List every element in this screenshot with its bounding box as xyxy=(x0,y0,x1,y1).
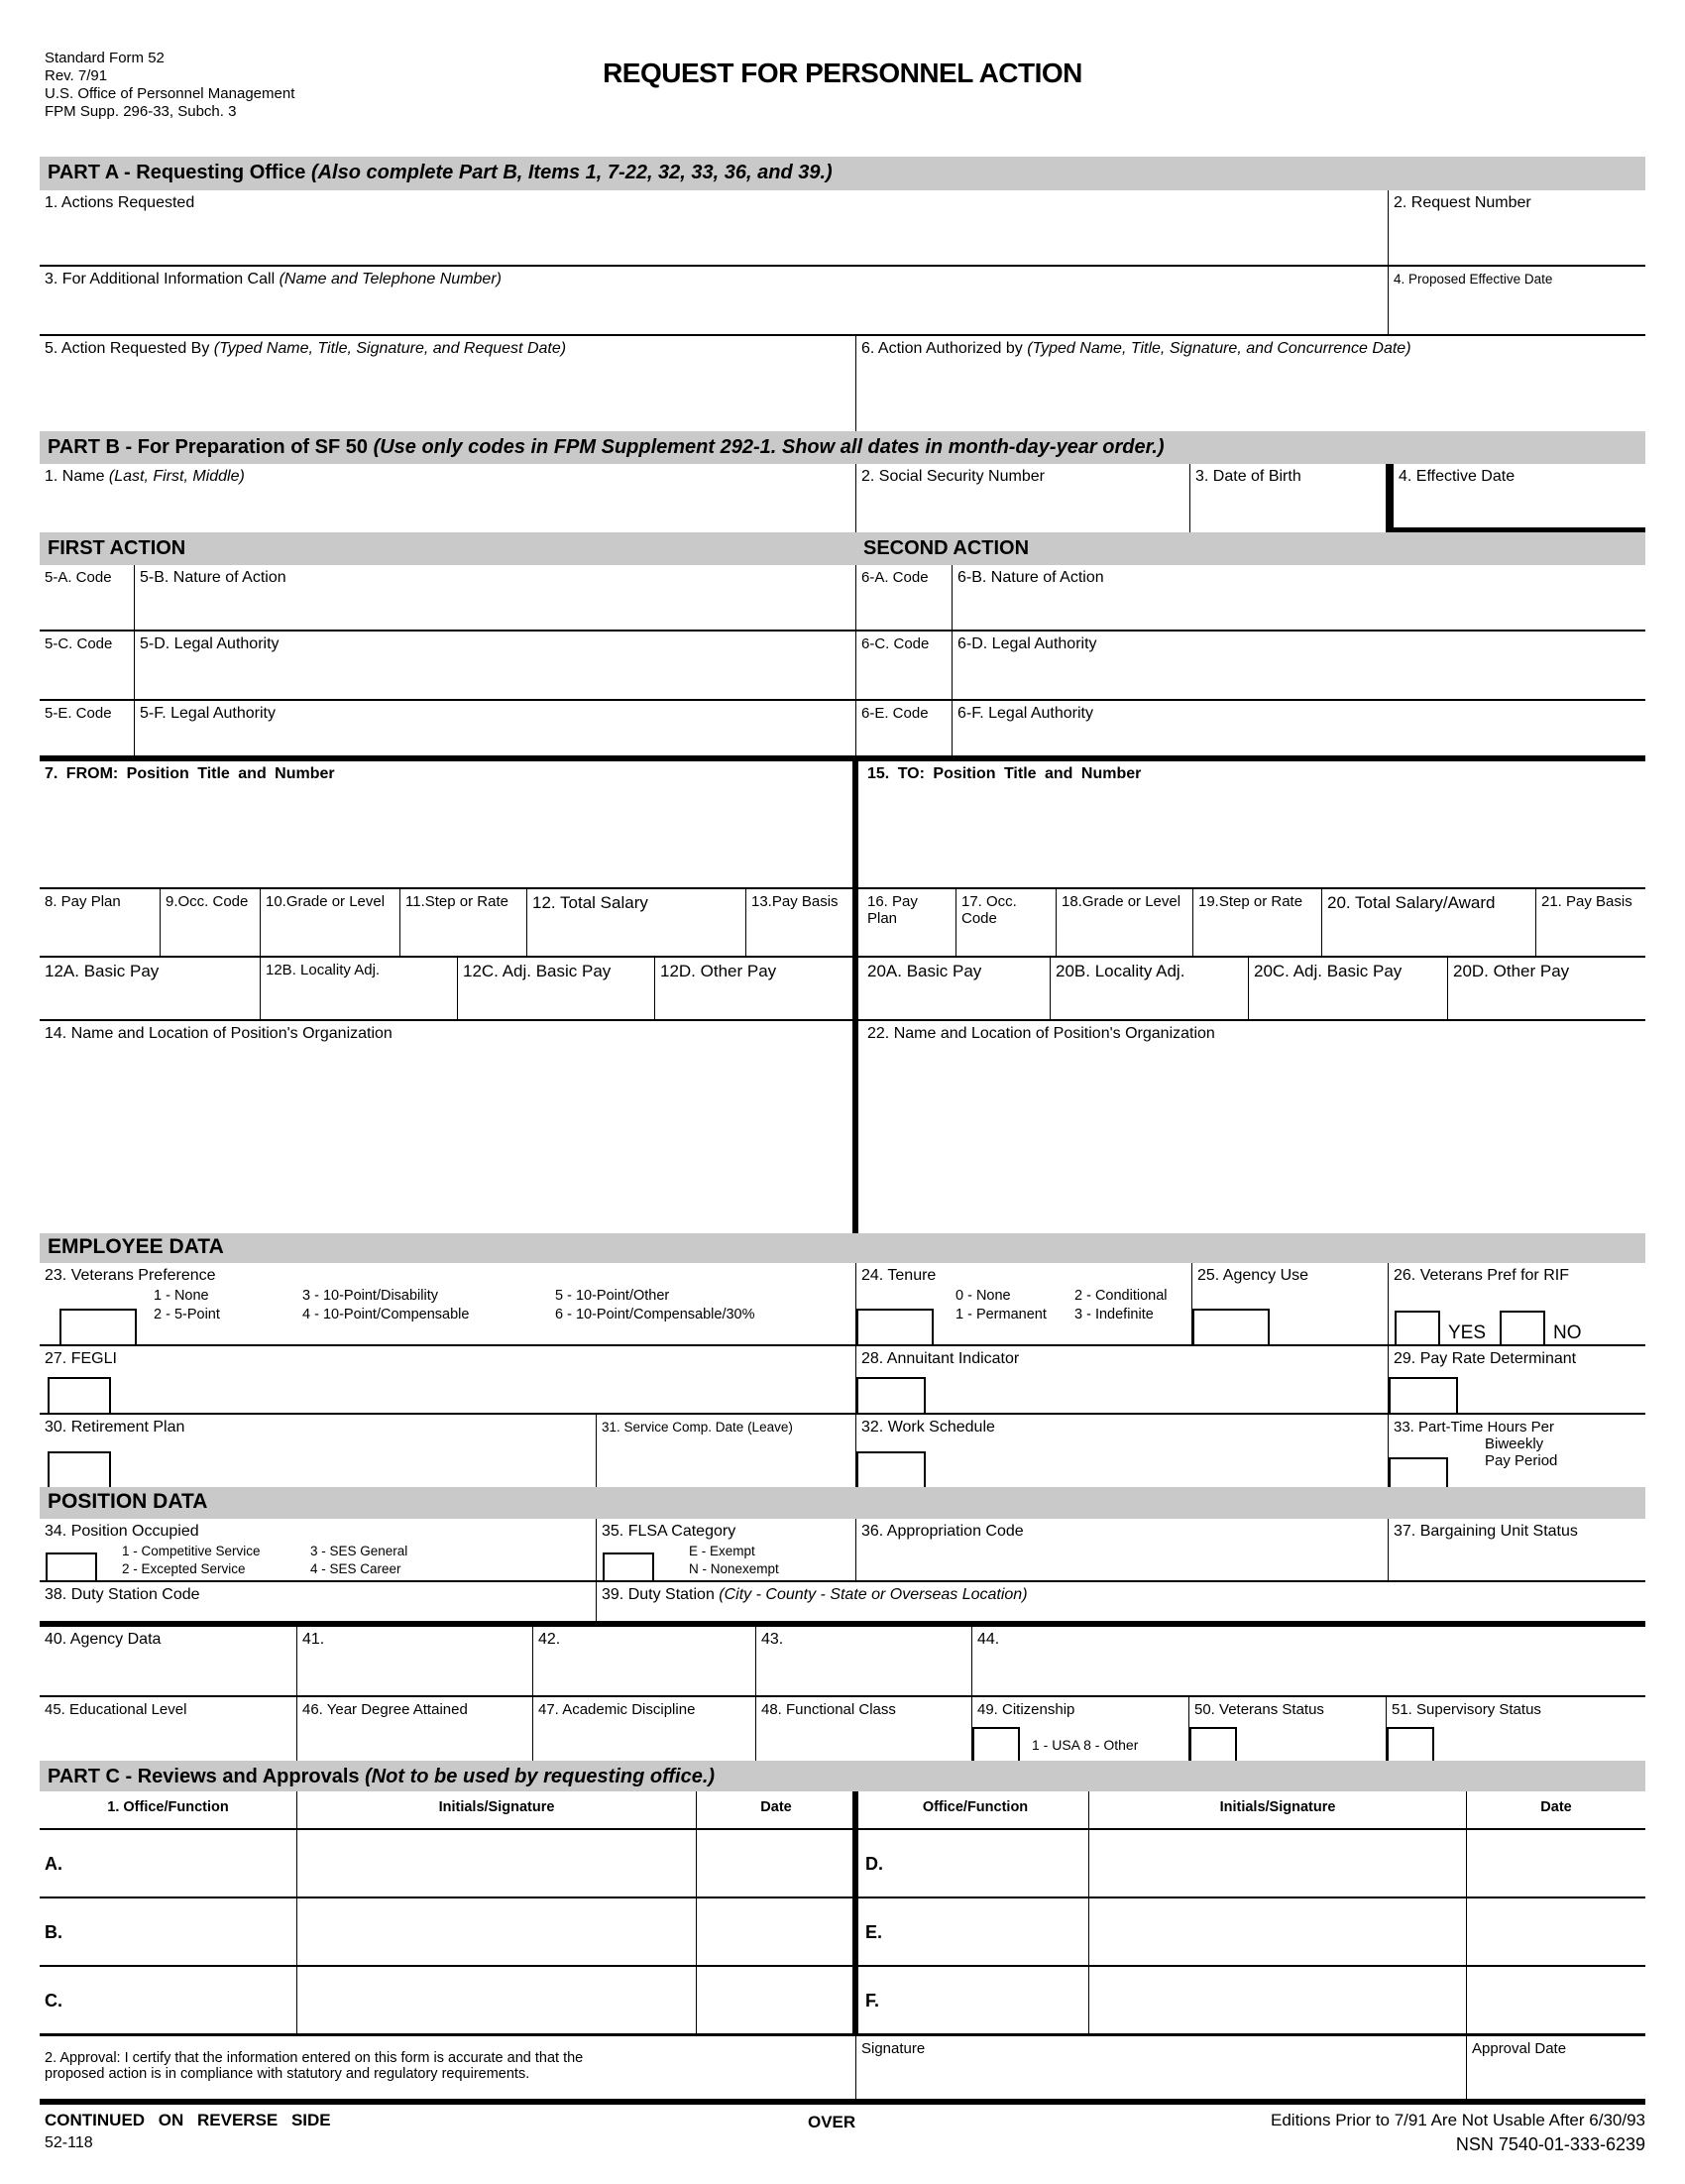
field-6e-code-label: 6-E. Code xyxy=(861,705,929,722)
part-c-heading-note: (Not to be used by requesting office.) xyxy=(365,1766,716,1787)
field-26-veterans-pref-rif[interactable] xyxy=(1388,1263,1645,1344)
review-b-date[interactable] xyxy=(696,1898,855,1965)
review-e-office[interactable] xyxy=(855,1898,1088,1965)
field-49-checkbox[interactable] xyxy=(972,1727,1020,1761)
field-29-checkbox[interactable] xyxy=(1389,1377,1458,1413)
field-23-checkbox[interactable] xyxy=(59,1309,137,1344)
field-41-label: 41. xyxy=(302,1631,325,1648)
field-6d-label: 6-D. Legal Authority xyxy=(957,635,1097,652)
footer-editions: Editions Prior to 7/91 Are Not Usable After 6/30/93 xyxy=(1271,2111,1645,2129)
field-5f-label: 5-F. Legal Authority xyxy=(140,705,276,722)
approval-certification xyxy=(40,2036,855,2099)
footer-continued: CONTINUED ON REVERSE SIDE xyxy=(45,2111,331,2129)
form-title: REQUEST FOR PERSONNEL ACTION xyxy=(603,57,1082,88)
review-e-initials[interactable] xyxy=(1088,1898,1466,1965)
field-27-checkbox[interactable] xyxy=(48,1377,111,1413)
field-action-requested-by-label: 5. Action Requested By xyxy=(45,340,214,357)
field-33-checkbox[interactable] xyxy=(1389,1457,1448,1487)
center-divider xyxy=(852,761,858,1233)
field-5a-code-label: 5-A. Code xyxy=(45,569,112,586)
field-34-label: 34. Position Occupied xyxy=(45,1523,199,1540)
option-34-3: 3 - SES General xyxy=(310,1544,408,1558)
field-34-checkbox[interactable] xyxy=(46,1552,97,1580)
review-c-initials[interactable] xyxy=(296,1967,696,2033)
review-d-date[interactable] xyxy=(1466,1830,1645,1897)
form-id-line: Standard Form 52 xyxy=(45,50,165,66)
row-pos-2 xyxy=(40,1580,1645,1621)
row-from-to xyxy=(40,761,1645,887)
action-headings-bar xyxy=(40,532,1645,565)
option-35-n: N - Nonexempt xyxy=(689,1561,779,1576)
field-20-total-salary-award[interactable] xyxy=(1321,889,1535,956)
field-18-label: 18.Grade or Level xyxy=(1062,893,1181,910)
review-b-office[interactable] xyxy=(40,1898,296,1965)
part-a-heading-text: PART A - Requesting Office xyxy=(48,162,311,183)
field-20b-locality-adj[interactable] xyxy=(1050,958,1248,1019)
action-row-3 xyxy=(40,699,1645,755)
field-35-flsa-category[interactable] xyxy=(596,1519,855,1580)
row-agency-data xyxy=(40,1627,1645,1695)
field-26-no-label: NO xyxy=(1553,1322,1582,1343)
col-date-right: Date xyxy=(1466,1791,1645,1828)
part-b-heading-text: PART B - For Preparation of SF 50 xyxy=(48,436,374,458)
field-request-number[interactable] xyxy=(1388,190,1645,265)
field-44[interactable] xyxy=(971,1627,1645,1695)
field-17-label: 17. Occ. Code xyxy=(961,893,1017,927)
approval-text-line1: 2. Approval: I certify that the information entered on this form is accurate and that the xyxy=(45,2050,584,2066)
field-action-authorized-by-label: 6. Action Authorized by xyxy=(861,340,1028,357)
field-10-label: 10.Grade or Level xyxy=(266,893,386,910)
review-f-initials[interactable] xyxy=(1088,1967,1466,2033)
field-25-label: 25. Agency Use xyxy=(1197,1267,1309,1284)
row-emp-3 xyxy=(40,1413,1645,1487)
field-16-label: 16. Pay Plan xyxy=(867,893,918,927)
field-45-label: 45. Educational Level xyxy=(45,1701,187,1718)
field-30-checkbox[interactable] xyxy=(48,1451,111,1487)
review-row-a-d xyxy=(40,1828,1645,1897)
field-20c-adj-basic-pay[interactable] xyxy=(1248,958,1447,1019)
field-43[interactable] xyxy=(755,1627,971,1695)
option-24-2: 2 - Conditional xyxy=(1074,1288,1168,1304)
position-data-heading: POSITION DATA xyxy=(40,1487,1645,1519)
option-23-2: 2 - 5-Point xyxy=(154,1307,220,1322)
option-24-3: 3 - Indefinite xyxy=(1074,1307,1154,1322)
col-initials-signature-left: Initials/Signature xyxy=(296,1791,696,1828)
option-23-6: 6 - 10-Point/Compensable/30% xyxy=(555,1307,755,1322)
row-emp-1 xyxy=(40,1263,1645,1344)
field-5e-code[interactable] xyxy=(40,701,134,755)
field-43-label: 43. xyxy=(761,1631,784,1648)
field-51-label: 51. Supervisory Status xyxy=(1392,1701,1541,1718)
field-51-checkbox[interactable] xyxy=(1387,1727,1434,1761)
field-6f-legal-authority[interactable] xyxy=(952,701,1645,755)
part-c-heading xyxy=(40,1761,1645,1791)
field-25-agency-use[interactable] xyxy=(1191,1263,1388,1344)
part-c-table xyxy=(40,1791,1645,2033)
field-22-label: 22. Name and Location of Position's Organization xyxy=(867,1025,1215,1042)
field-41[interactable] xyxy=(296,1627,532,1695)
review-e-date[interactable] xyxy=(1466,1898,1645,1965)
row-education xyxy=(40,1695,1645,1761)
field-5b-nature-of-action[interactable] xyxy=(134,565,855,630)
field-5c-code-label: 5-C. Code xyxy=(45,635,113,652)
footer xyxy=(40,2105,1645,2184)
field-5f-legal-authority[interactable] xyxy=(134,701,855,755)
field-46-label: 46. Year Degree Attained xyxy=(302,1701,468,1718)
option-23-1: 1 - None xyxy=(154,1288,209,1304)
approval-row xyxy=(40,2033,1645,2099)
field-39-duty-station[interactable] xyxy=(596,1582,1645,1621)
field-50-checkbox[interactable] xyxy=(1189,1727,1237,1761)
field-12a-label: 12A. Basic Pay xyxy=(45,962,160,980)
footer-form-number: 52-118 xyxy=(45,2134,93,2151)
field-date-of-birth[interactable] xyxy=(1189,464,1386,532)
field-21-label: 21. Pay Basis xyxy=(1541,893,1632,910)
field-12-total-salary[interactable] xyxy=(526,889,745,956)
row-action-requested-by xyxy=(40,334,1645,431)
field-6c-code[interactable] xyxy=(855,632,952,699)
field-6b-nature-of-action[interactable] xyxy=(952,565,1645,630)
field-13-label: 13.Pay Basis xyxy=(751,893,839,910)
review-row-b-e xyxy=(40,1897,1645,1965)
part-c-center-divider xyxy=(852,1791,858,2033)
field-25-checkbox[interactable] xyxy=(1192,1309,1270,1344)
field-proposed-effective-date-label: 4. Proposed Effective Date xyxy=(1394,272,1553,287)
review-f-office[interactable] xyxy=(855,1967,1088,2033)
row-organization xyxy=(40,1019,1645,1233)
field-9-label: 9.Occ. Code xyxy=(166,893,249,910)
field-51-supervisory-status[interactable] xyxy=(1386,1697,1645,1761)
field-26-yes-label: YES xyxy=(1448,1322,1487,1343)
field-30-retirement-plan[interactable] xyxy=(40,1415,596,1487)
field-35-checkbox[interactable] xyxy=(603,1552,654,1580)
review-d-office[interactable] xyxy=(855,1830,1088,1897)
field-24-label: 24. Tenure xyxy=(861,1267,937,1284)
field-48-label: 48. Functional Class xyxy=(761,1701,896,1718)
col-date-left: Date xyxy=(696,1791,855,1828)
approval-text-line2: proposed action is in compliance with statutory and regulatory requirements. xyxy=(45,2066,530,2082)
field-6f-label: 6-F. Legal Authority xyxy=(957,705,1093,722)
second-action-heading: SECOND ACTION xyxy=(863,537,1030,559)
field-32-label: 32. Work Schedule xyxy=(861,1419,995,1436)
field-47-academic-discipline[interactable] xyxy=(532,1697,755,1761)
review-c-date[interactable] xyxy=(696,1967,855,2033)
employee-data-heading: EMPLOYEE DATA xyxy=(40,1233,1645,1263)
field-5a-code[interactable] xyxy=(40,565,134,630)
field-26-label: 26. Veterans Pref for RIF xyxy=(1394,1267,1569,1284)
approval-signature-field[interactable] xyxy=(855,2036,1466,2099)
option-23-4: 4 - 10-Point/Compensable xyxy=(302,1307,470,1322)
field-37-bargaining-unit-status[interactable] xyxy=(1388,1519,1645,1580)
field-21-pay-basis[interactable] xyxy=(1535,889,1645,956)
field-32-work-schedule[interactable] xyxy=(855,1415,1388,1487)
field-50-label: 50. Veterans Status xyxy=(1194,1701,1324,1718)
review-c-label: C. xyxy=(45,1991,62,2011)
field-36-label: 36. Appropriation Code xyxy=(861,1523,1024,1540)
field-46-year-degree[interactable] xyxy=(296,1697,532,1761)
part-c-header-row xyxy=(40,1791,1645,1828)
field-effective-date-label: 4. Effective Date xyxy=(1399,468,1516,485)
field-9-occ-code[interactable] xyxy=(160,889,260,956)
field-30-label: 30. Retirement Plan xyxy=(45,1419,185,1436)
field-additional-info-note: (Name and Telephone Number) xyxy=(279,271,502,287)
field-49-label: 49. Citizenship xyxy=(977,1701,1075,1718)
field-31-label: 31. Service Comp. Date (Leave) xyxy=(602,1420,793,1435)
field-name-label: 1. Name xyxy=(45,468,109,485)
field-12c-adj-basic-pay[interactable] xyxy=(457,958,654,1019)
field-from-position[interactable] xyxy=(40,761,855,887)
form-id-line: Rev. 7/91 xyxy=(45,67,108,84)
col-office-function-right: Office/Function xyxy=(922,1799,1029,1815)
part-a-heading-note: (Also complete Part B, Items 1, 7-22, 32, 33, 36, and 39.) xyxy=(310,162,833,183)
field-28-label: 28. Annuitant Indicator xyxy=(861,1350,1020,1367)
review-e-label: E. xyxy=(865,1922,883,1942)
approval-signature-label: Signature xyxy=(861,2040,926,2057)
row-additional-info xyxy=(40,265,1645,334)
part-c-heading-text: PART C - Reviews and Approvals xyxy=(48,1766,366,1787)
field-27-label: 27. FEGLI xyxy=(45,1350,117,1367)
field-20d-label: 20D. Other Pay xyxy=(1453,962,1570,980)
field-45-educational-level[interactable] xyxy=(40,1697,296,1761)
field-32-checkbox[interactable] xyxy=(856,1451,926,1487)
field-actions-requested-label: 1. Actions Requested xyxy=(45,194,195,211)
row-name-ssn-dob xyxy=(40,464,1645,532)
row-emp-2 xyxy=(40,1344,1645,1413)
field-16-pay-plan[interactable] xyxy=(855,889,955,956)
field-6d-legal-authority[interactable] xyxy=(952,632,1645,699)
review-a-date[interactable] xyxy=(696,1830,855,1897)
field-49-citizenship[interactable] xyxy=(971,1697,1188,1761)
option-34-1: 1 - Competitive Service xyxy=(122,1544,261,1558)
review-a-label: A. xyxy=(45,1854,62,1874)
review-b-initials[interactable] xyxy=(296,1898,696,1965)
field-42[interactable] xyxy=(532,1627,755,1695)
option-35-e: E - Exempt xyxy=(689,1544,755,1558)
row-actions-requested xyxy=(40,190,1645,265)
field-date-of-birth-label: 3. Date of Birth xyxy=(1195,468,1301,485)
field-23-veterans-preference[interactable] xyxy=(40,1263,855,1344)
field-ssn-label: 2. Social Security Number xyxy=(861,468,1045,485)
field-20a-label: 20A. Basic Pay xyxy=(867,962,982,980)
review-f-label: F. xyxy=(865,1991,880,2011)
review-b-label: B. xyxy=(45,1922,62,1942)
part-b-heading xyxy=(40,431,1645,464)
row-pay-breakdown xyxy=(40,956,1645,1019)
field-from-label: 7. FROM: Position Title and Number xyxy=(45,765,335,782)
field-20b-label: 20B. Locality Adj. xyxy=(1056,962,1185,980)
action-row-2 xyxy=(40,630,1645,699)
field-name-note: (Last, First, Middle) xyxy=(108,468,245,485)
review-d-label: D. xyxy=(865,1854,883,1874)
field-additional-info-label: 3. For Additional Information Call xyxy=(45,271,280,287)
field-action-requested-by-note: (Typed Name, Title, Signature, and Request Date) xyxy=(213,340,567,357)
field-6c-code-label: 6-C. Code xyxy=(861,635,930,652)
field-12b-label: 12B. Locality Adj. xyxy=(266,962,381,978)
field-to-label: 15. TO: Position Title and Number xyxy=(867,765,1142,782)
field-36-appropriation-code[interactable] xyxy=(855,1519,1388,1580)
field-6a-code-label: 6-A. Code xyxy=(861,569,929,586)
field-6e-code[interactable] xyxy=(855,701,952,755)
field-44-label: 44. xyxy=(977,1631,1000,1648)
field-5c-code[interactable] xyxy=(40,632,134,699)
field-40-label: 40. Agency Data xyxy=(45,1631,162,1648)
option-24-0: 0 - None xyxy=(955,1288,1011,1304)
field-50-veterans-status[interactable] xyxy=(1188,1697,1386,1761)
col-office-function-left: 1. Office/Function xyxy=(107,1799,229,1815)
field-17-occ-code[interactable] xyxy=(955,889,1056,956)
review-d-initials[interactable] xyxy=(1088,1830,1466,1897)
field-13-pay-basis[interactable] xyxy=(745,889,855,956)
field-40-agency-data[interactable] xyxy=(40,1627,296,1695)
field-33-label-line2: Biweekly xyxy=(1485,1436,1544,1452)
field-actions-requested[interactable] xyxy=(40,190,1388,265)
field-effective-date[interactable] xyxy=(1386,464,1645,532)
first-action-heading: FIRST ACTION xyxy=(48,537,186,559)
review-a-initials[interactable] xyxy=(296,1830,696,1897)
field-23-label: 23. Veterans Preference xyxy=(45,1267,216,1284)
field-24-tenure[interactable] xyxy=(855,1263,1191,1344)
option-23-5: 5 - 10-Point/Other xyxy=(555,1288,670,1304)
field-20d-other-pay[interactable] xyxy=(1447,958,1645,1019)
field-5d-legal-authority[interactable] xyxy=(134,632,855,699)
field-27-fegli[interactable] xyxy=(40,1346,855,1413)
option-24-1: 1 - Permanent xyxy=(955,1307,1047,1322)
field-name[interactable] xyxy=(40,464,855,532)
field-26-no-checkbox[interactable] xyxy=(1500,1311,1545,1344)
footer-nsn: NSN 7540-01-333-6239 xyxy=(1455,2134,1645,2154)
field-19-label: 19.Step or Rate xyxy=(1198,893,1303,910)
field-12a-basic-pay[interactable] xyxy=(40,958,260,1019)
field-proposed-effective-date[interactable] xyxy=(1388,267,1645,334)
option-34-4: 4 - SES Career xyxy=(310,1561,401,1576)
action-row-1 xyxy=(40,565,1645,630)
footer-over: OVER xyxy=(808,2113,856,2131)
field-33-label-line3: Pay Period xyxy=(1485,1452,1558,1469)
field-39-label: 39. Duty Station xyxy=(602,1586,720,1603)
field-11-label: 11.Step or Rate xyxy=(405,893,508,910)
field-20a-basic-pay[interactable] xyxy=(855,958,1050,1019)
field-action-authorized-by-note: (Typed Name, Title, Signature, and Concurrence Date) xyxy=(1027,340,1411,357)
part-b-heading-note: (Use only codes in FPM Supplement 292-1. Show all dates in month-day-year order.) xyxy=(373,436,1165,458)
from-to-block xyxy=(40,761,1645,1233)
field-action-requested-by[interactable] xyxy=(40,336,855,431)
field-11-step[interactable] xyxy=(399,889,526,956)
field-38-label: 38. Duty Station Code xyxy=(45,1586,200,1603)
form-id-line: U.S. Office of Personnel Management xyxy=(45,85,295,102)
field-14-organization[interactable] xyxy=(40,1021,855,1233)
option-23-3: 3 - 10-Point/Disability xyxy=(302,1288,438,1304)
field-to-position[interactable] xyxy=(855,761,1645,887)
field-6a-code[interactable] xyxy=(855,565,952,630)
field-28-annuitant-indicator[interactable] xyxy=(855,1346,1388,1413)
field-12d-other-pay[interactable] xyxy=(654,958,855,1019)
field-33-label-line1: 33. Part-Time Hours Per xyxy=(1394,1419,1554,1436)
form-id-line: FPM Supp. 296-33, Subch. 3 xyxy=(45,103,237,120)
field-14-label: 14. Name and Location of Position's Organization xyxy=(45,1025,393,1042)
row-pay-headers xyxy=(40,887,1645,956)
field-10-grade[interactable] xyxy=(260,889,399,956)
field-5b-label: 5-B. Nature of Action xyxy=(140,569,286,586)
field-47-label: 47. Academic Discipline xyxy=(538,1701,696,1718)
field-5d-label: 5-D. Legal Authority xyxy=(140,635,280,652)
field-12c-label: 12C. Adj. Basic Pay xyxy=(463,962,612,980)
approval-date-label: Approval Date xyxy=(1472,2040,1567,2057)
field-8-pay-plan[interactable] xyxy=(40,889,160,956)
field-29-label: 29. Pay Rate Determinant xyxy=(1394,1350,1577,1367)
field-42-label: 42. xyxy=(538,1631,561,1648)
field-28-checkbox[interactable] xyxy=(856,1377,926,1413)
part-a-heading xyxy=(40,157,1645,190)
field-12b-locality-adj[interactable] xyxy=(260,958,457,1019)
field-31-service-comp-date[interactable] xyxy=(596,1415,855,1487)
field-49-options: 1 - USA 8 - Other xyxy=(1032,1737,1139,1753)
field-34-position-occupied[interactable] xyxy=(40,1519,596,1580)
field-26-yes-checkbox[interactable] xyxy=(1395,1311,1440,1344)
approval-date-field[interactable] xyxy=(1466,2036,1645,2099)
review-a-office[interactable] xyxy=(40,1830,296,1897)
field-19-step[interactable] xyxy=(1192,889,1321,956)
field-additional-info-call[interactable] xyxy=(40,267,1388,334)
field-8-label: 8. Pay Plan xyxy=(45,893,121,910)
review-f-date[interactable] xyxy=(1466,1967,1645,2033)
field-20-label: 20. Total Salary/Award xyxy=(1327,893,1496,912)
review-row-c-f xyxy=(40,1965,1645,2033)
field-24-checkbox[interactable] xyxy=(856,1309,934,1344)
field-5e-code-label: 5-E. Code xyxy=(45,705,112,722)
field-38-duty-station-code[interactable] xyxy=(40,1582,596,1621)
review-c-office[interactable] xyxy=(40,1967,296,2033)
field-35-label: 35. FLSA Category xyxy=(602,1523,736,1540)
field-12-label: 12. Total Salary xyxy=(532,893,648,912)
field-37-label: 37. Bargaining Unit Status xyxy=(1394,1523,1578,1540)
field-action-authorized-by[interactable] xyxy=(855,336,1645,431)
field-request-number-label: 2. Request Number xyxy=(1394,194,1531,211)
field-20c-label: 20C. Adj. Basic Pay xyxy=(1254,962,1403,980)
option-34-2: 2 - Excepted Service xyxy=(122,1561,246,1576)
field-29-pay-rate-determinant[interactable] xyxy=(1388,1346,1645,1413)
field-12d-label: 12D. Other Pay xyxy=(660,962,777,980)
col-initials-signature-right: Initials/Signature xyxy=(1088,1791,1466,1828)
field-18-grade[interactable] xyxy=(1056,889,1192,956)
row-pos-1 xyxy=(40,1519,1645,1580)
field-ssn[interactable] xyxy=(855,464,1189,532)
field-6b-label: 6-B. Nature of Action xyxy=(957,569,1104,586)
field-48-functional-class[interactable] xyxy=(755,1697,971,1761)
field-22-organization[interactable] xyxy=(855,1021,1645,1233)
field-33-part-time-hours[interactable] xyxy=(1388,1415,1645,1487)
field-39-note: (City - County - State or Overseas Location) xyxy=(719,1586,1028,1603)
